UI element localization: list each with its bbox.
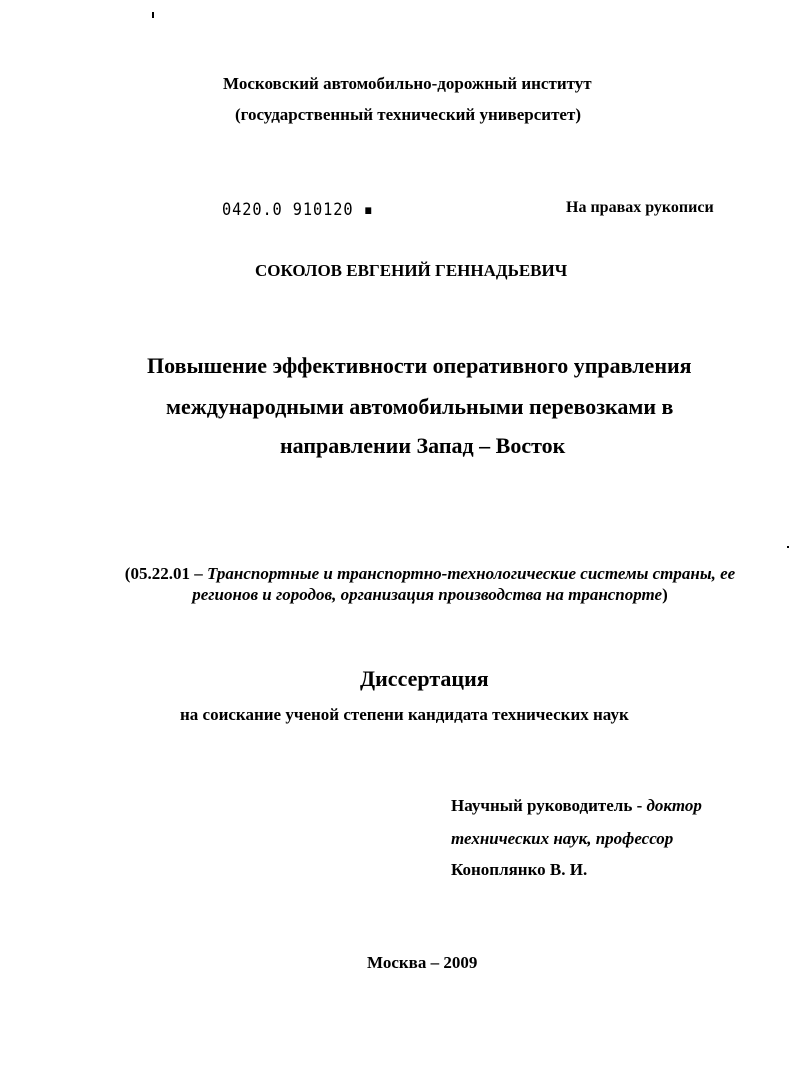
specialty-code: 05.22.01: [130, 564, 190, 583]
title-line-3-text: направлении Запад – Восток: [280, 433, 566, 458]
title-line-2-text: международными автомобильными перевозками в: [166, 394, 674, 419]
catalog-number-text: 0420.0 910120: [222, 200, 354, 220]
title-line-1-text: Повышение эффективности оперативного управления: [147, 353, 692, 378]
catalog-mark: ▪: [353, 200, 374, 220]
institute-name-text: Московский автомобильно-дорожный институт: [223, 74, 592, 93]
supervisor-line-2: технических наук, профессор: [451, 829, 674, 848]
catalog-number: [222, 200, 374, 220]
specialty-name: Транспортные и транспортно-технологические системы страны, ее регионов и городов, организация производства на транспорте: [192, 564, 736, 604]
specialty: (05.22.01 – Транспортные и транспортно-технологические системы страны, ее регионов и городов, организация производства на транспорте): [124, 564, 736, 604]
document-type-text: Диссертация: [360, 666, 489, 691]
author-name-text: СОКОЛОВ ЕВГЕНИЙ ГЕННАДЬЕВИЧ: [255, 261, 568, 280]
supervisor-name: Коноплянко В. И.: [451, 860, 588, 879]
institute-status-text: (государственный технический университет): [235, 105, 581, 124]
specialty-dash: –: [189, 564, 207, 583]
degree-line-text: на соискание ученой степени кандидата технических наук: [180, 705, 629, 724]
city-year-text: Москва – 2009: [367, 953, 478, 972]
manuscript-note: На правах рукописи: [566, 199, 714, 216]
supervisor-line-1: [451, 796, 702, 816]
supervisor-degree-part1: доктор: [646, 796, 702, 815]
scan-speck: [152, 12, 154, 18]
supervisor-label: Научный руководитель -: [451, 796, 647, 815]
scan-speck: [787, 546, 789, 548]
